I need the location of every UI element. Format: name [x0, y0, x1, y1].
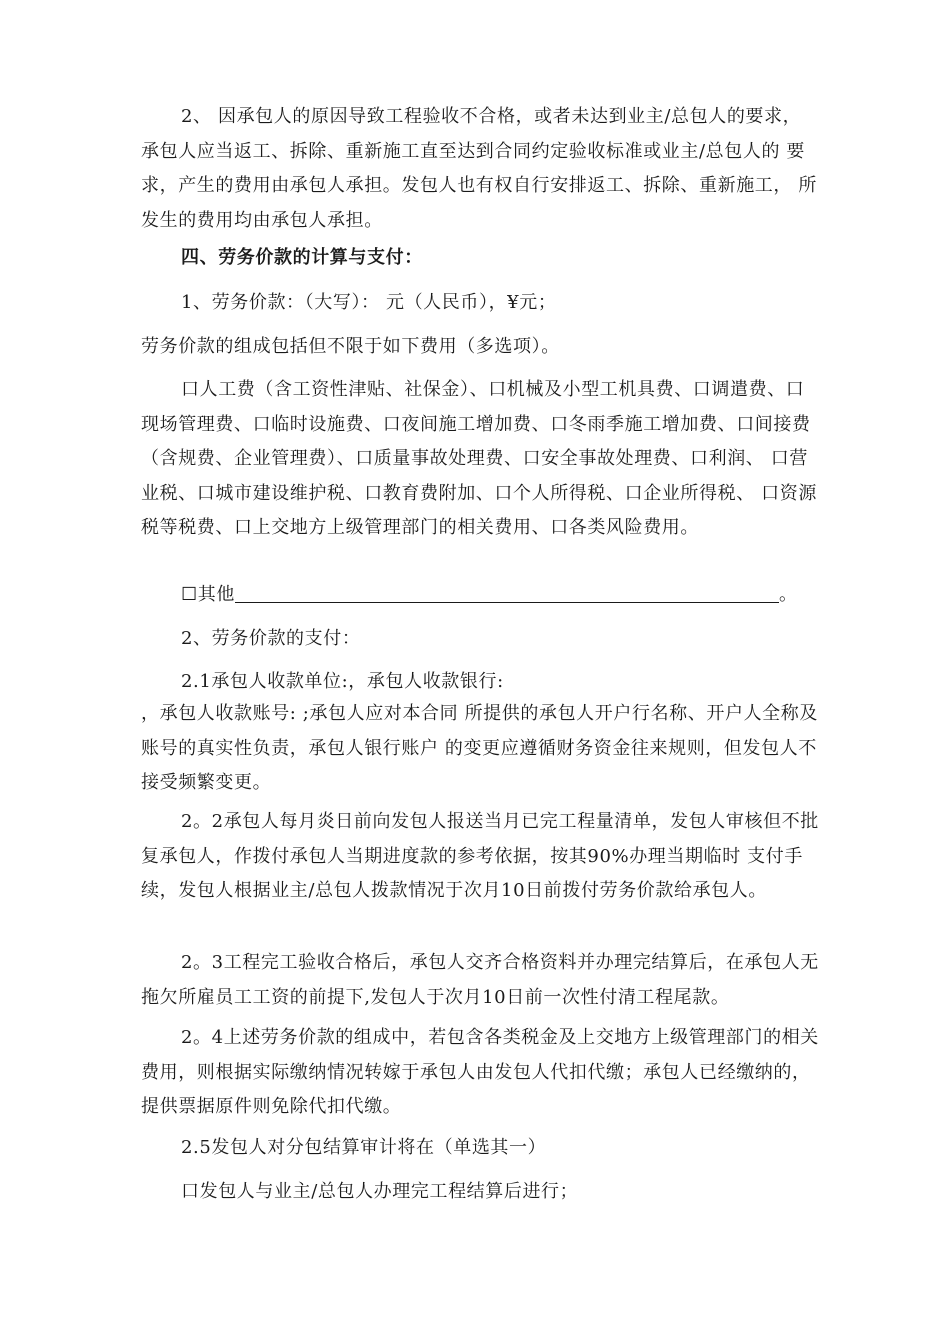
section-heading-payment: 四、劳务价款的计算与支付： [181, 247, 423, 268]
other-fee-label: ☐其他 [181, 584, 235, 605]
other-fee-blank [235, 580, 779, 603]
paragraph-2-1-head: 2.1承包人收款单位:，承包人收款银行: [181, 671, 504, 692]
other-fee-line [181, 578, 821, 612]
paragraph-2-5: 2.5发包人对分包结算审计将在（单选其一） [181, 1137, 547, 1158]
paragraph-2-5-option: 口发包人与业主/总包人办理完工程结算后进行； [181, 1181, 579, 1202]
paragraph-rework-clause: 2、 因承包人的原因导致工程验收不合格，或者未达到业主/总包人的要求， 承包人应当返工、拆除、重新施工直至达到合同约定验收标准或业主/总包人的 要求，产生的费用由承包人承担。发包人也有权自行安排返工、拆除、重新施工， 所发生的费用均由承包人承担。 [141, 106, 817, 231]
paragraph-2-1-body: ，承包人收款账号: ;承包人应对本合同 所提供的承包人开户行名称、开户人全称及账号的真实性负责，承包人银行账户 的变更应遵循财务资金往来规则，但发包人不接受频繁变更。 [141, 703, 818, 793]
other-fee-end: 。 [778, 584, 798, 605]
paragraph-labor-price: 1、劳务价款：（大写）： 元（人民币），¥元； [181, 292, 557, 313]
paragraph-2-3: 2。3工程完工验收合格后，承包人交齐合格资料并办理完结算后，在承包人无拖欠所雇员工工资的前提下,发包人于次月10日前一次性付清工程尾款。 [141, 952, 819, 1008]
paragraph-price-composition: 劳务价款的组成包括但不限于如下费用（多选项）。 [141, 336, 560, 357]
paragraph-fee-items: 口人工费（含工资性津贴、社保金）、口机械及小型工机具费、口调遣费、口现场管理费、口临时设施费、口夜间施工增加费、口冬雨季施工增加费、口间接费（含规费、企业管理费）、口质量事故处理费、口安全事故处理费、口利润、 口营业税、口城市建设维护税、口教育费附加、口个人所得税、口企业所得税、 口资源税等税费、口上交地方上级管理部门的相关费用、口各类风险费用。 [141, 379, 817, 538]
paragraph-2-4: 2。4上述劳务价款的组成中，若包含各类税金及上交地方上级管理部门的相关费用，则根据实际缴纳情况转嫁于承包人由发包人代扣代缴；承包人已经缴纳的，提供票据原件则免除代扣代缴。 [141, 1027, 819, 1117]
paragraph-payment-title: 2、劳务价款的支付： [181, 628, 361, 649]
paragraph-2-2: 2。2承包人每月炎日前向发包人报送当月已完工程量清单，发包人审核但不批复承包人，作拨付承包人当期进度款的参考依据，按其90%办理当期临时 支付手续，发包人根据业主/总包人拨款情况于次月10日前拨付劳务价款给承包人。 [141, 811, 819, 901]
